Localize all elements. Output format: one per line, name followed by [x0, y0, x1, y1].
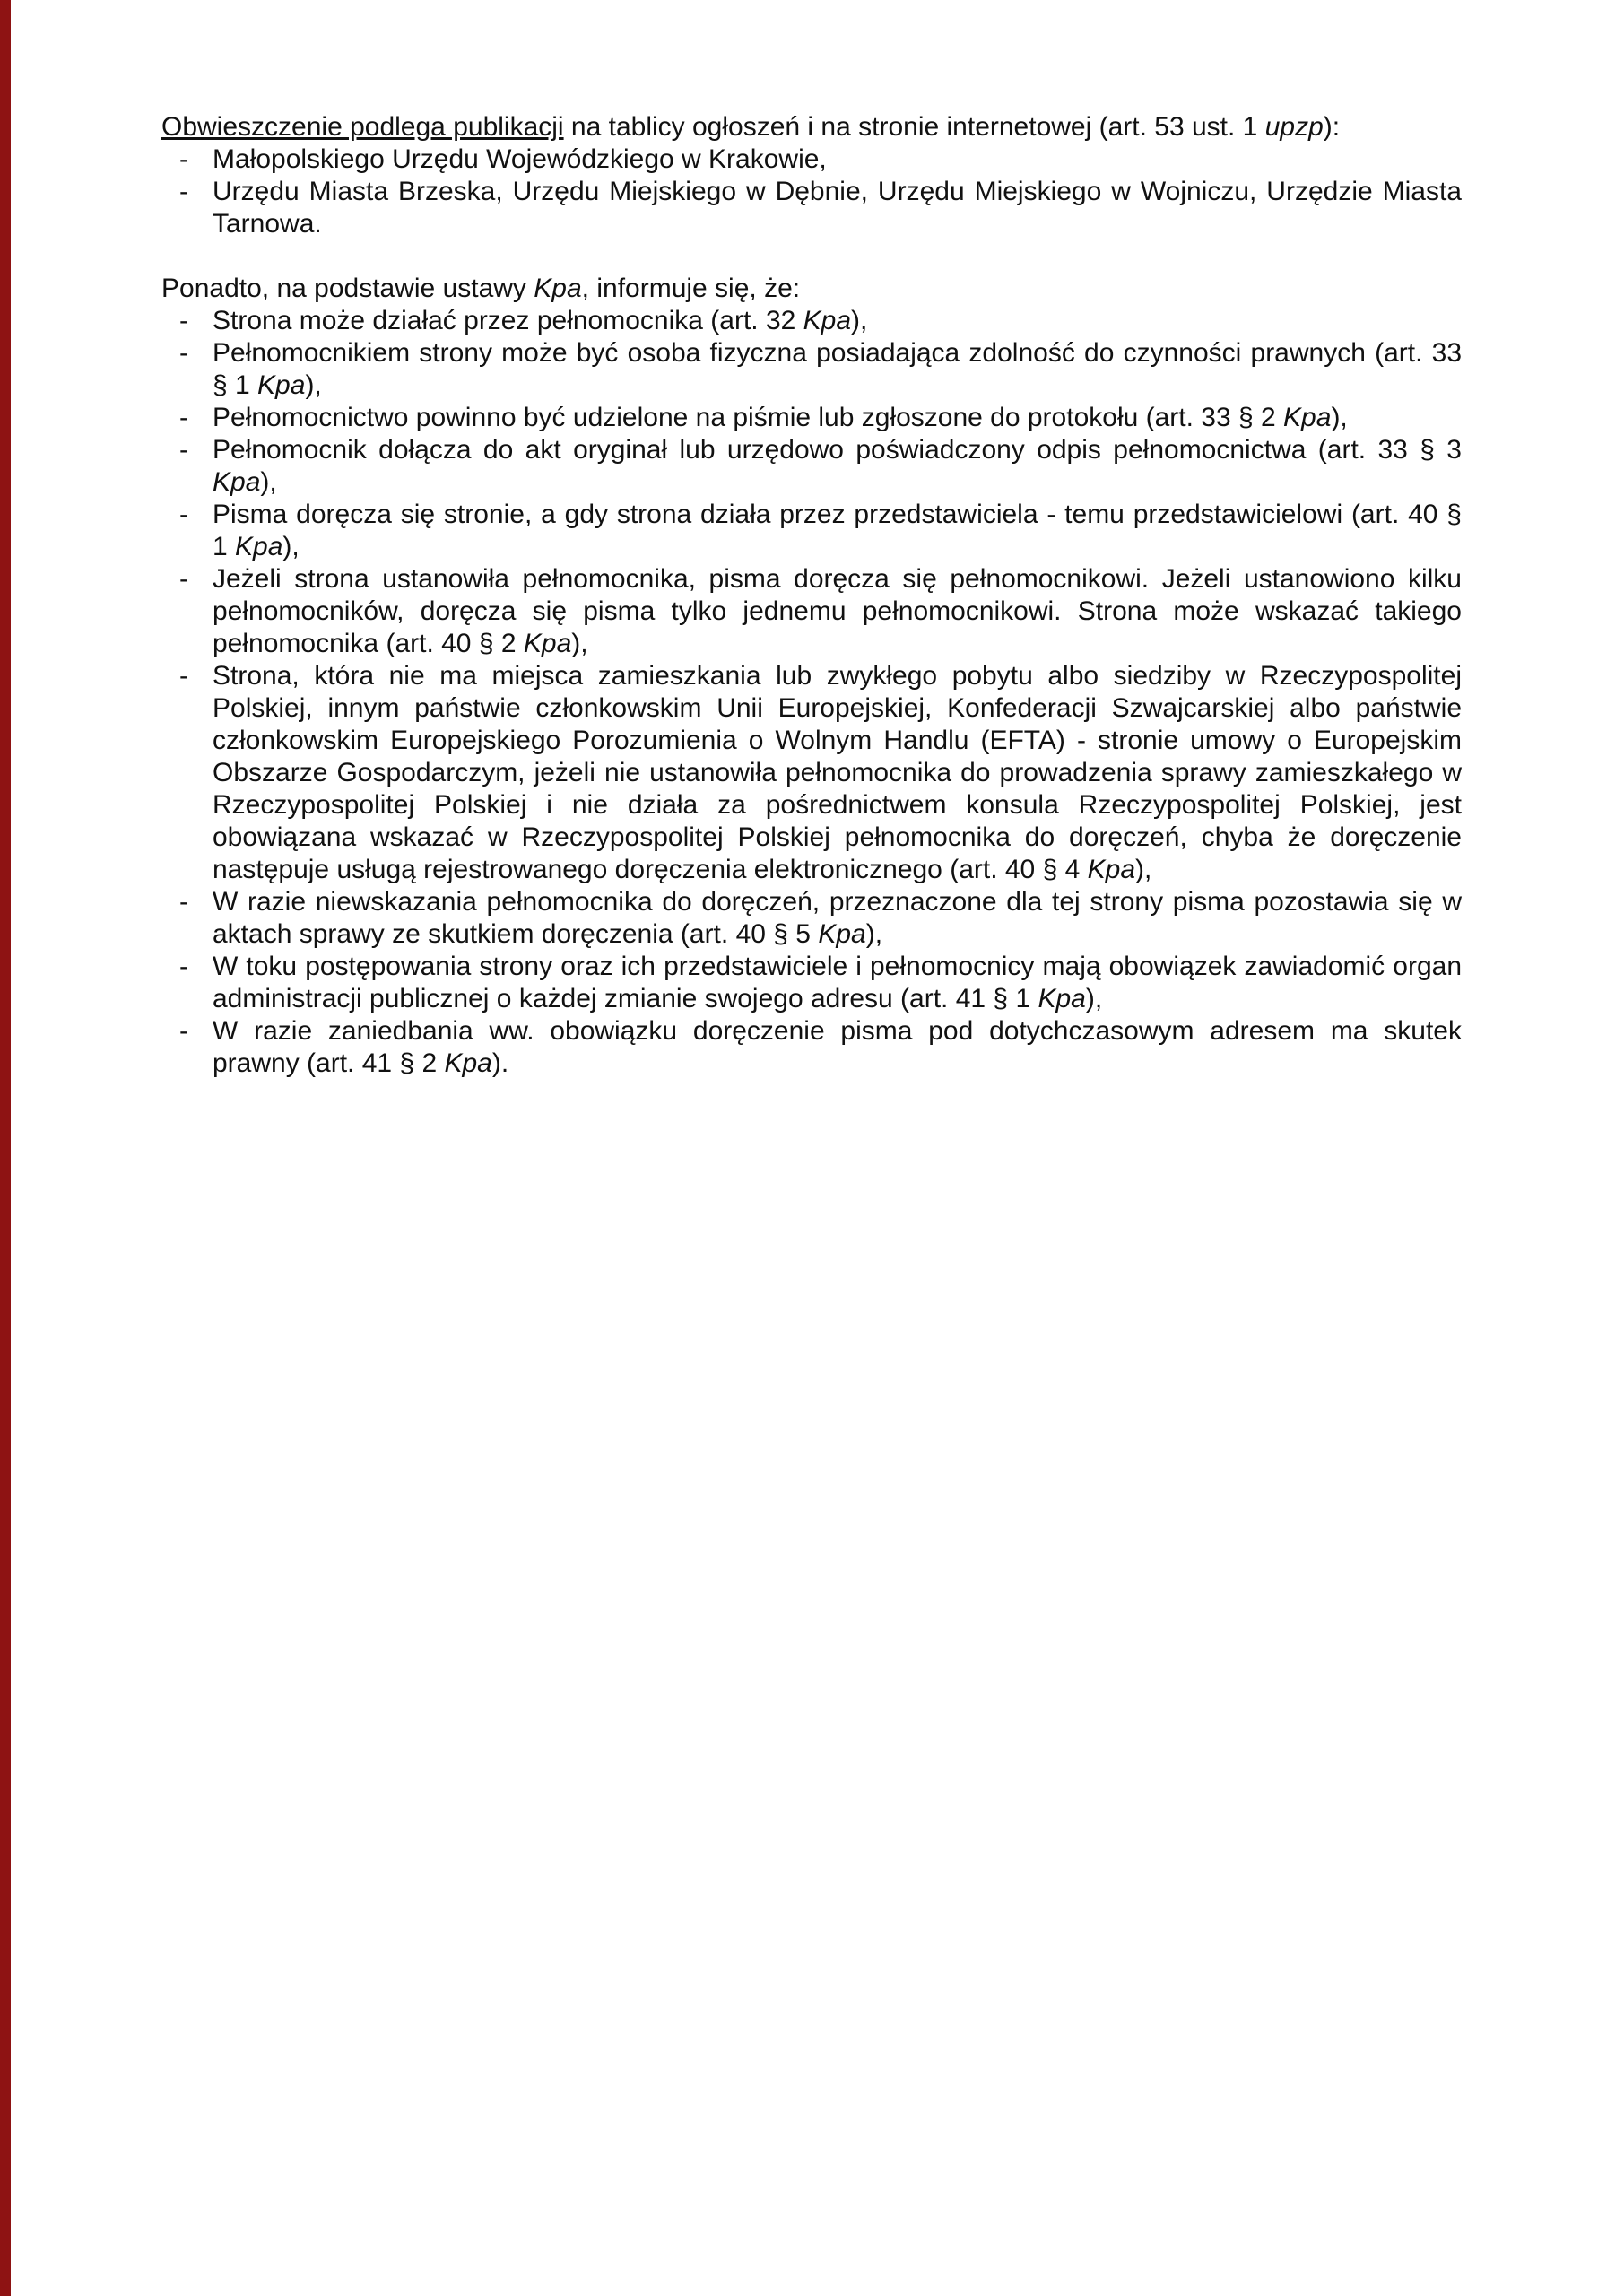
italic-text: Kpa [1087, 855, 1136, 884]
text-segment: ), [1135, 855, 1152, 884]
text-segment: ), [571, 629, 588, 658]
dash-bullet: - [179, 435, 188, 465]
dash-bullet: - [179, 1016, 188, 1046]
text-segment: Jeżeli strona ustanowiła pełnomocnika, pisma doręcza się pełnomocnikowi. Jeżeli ustanowiono kilku pełnomocników, doręcza się pisma tylko jednemu pełnomocnikowi. Strona może wskazać takiego pełnomocnika (art. 40 § 2 [213, 564, 1462, 658]
text-segment: Strona może działać przez pełnomocnika (art. 32 [213, 306, 803, 335]
list-item [161, 563, 1462, 660]
list-item [161, 951, 1462, 1015]
text-segment: Pełnomocnikiem strony może być osoba fizyczna posiadająca zdolność do czynności prawnych (art. 33 § 1 [213, 338, 1462, 400]
dash-bullet: - [179, 177, 188, 206]
list-item [161, 305, 1462, 337]
italic-text: Kpa [523, 629, 572, 658]
list-item [161, 886, 1462, 951]
list-item-text [213, 564, 1462, 658]
kpa-list [161, 305, 1462, 1080]
italic-text: Kpa [818, 919, 866, 949]
list-item-text [213, 403, 1348, 432]
list-item [161, 402, 1462, 434]
list-item [161, 434, 1462, 499]
text-segment: ), [865, 919, 883, 949]
text-segment: ), [1085, 984, 1103, 1013]
italic-text: Kpa [213, 467, 261, 497]
text-segment: Małopolskiego Urzędu Wojewódzkiego w Krakowie, [213, 144, 827, 174]
text-segment: ): [1323, 112, 1341, 142]
text-segment: W razie zaniedbania ww. obowiązku doręczenie pisma pod dotychczasowym adresem ma skutek prawny (art. 41 § 2 [213, 1016, 1462, 1078]
text-segment: ). [491, 1048, 509, 1078]
dash-bullet: - [179, 500, 188, 529]
italic-text: Kpa [257, 370, 306, 400]
underlined-text: Obwieszczenie podlega publikacji [161, 112, 564, 142]
scan-edge-artifact [0, 0, 11, 2296]
italic-text: Kpa [1283, 403, 1332, 432]
text-segment: Ponadto, na podstawie ustawy [161, 274, 534, 303]
list-item [161, 144, 1462, 176]
text-segment: ), [260, 467, 277, 497]
italic-text: Kpa [534, 274, 582, 303]
text-segment: na tablicy ogłoszeń i na stronie internetowej (art. 53 ust. 1 [563, 112, 1265, 142]
list-item [161, 499, 1462, 563]
list-item [161, 660, 1462, 886]
list-item-text [213, 338, 1462, 400]
text-segment: W razie niewskazania pełnomocnika do doręczeń, przeznaczone dla tej strony pisma pozostawia się w aktach sprawy ze skutkiem doręczenia (art. 40 § 5 [213, 887, 1462, 949]
list-item-text [213, 952, 1462, 1013]
dash-bullet: - [179, 564, 188, 594]
italic-text: Kpa [235, 532, 283, 561]
list-item-text [213, 887, 1462, 949]
list-item-text [213, 144, 827, 174]
text-segment: ), [1331, 403, 1348, 432]
text-segment: Pełnomocnictwo powinno być udzielone na piśmie lub zgłoszone do protokołu (art. 33 § 2 [213, 403, 1284, 432]
text-segment: ), [305, 370, 322, 400]
dash-bullet: - [179, 661, 188, 691]
list-item-text [213, 661, 1462, 884]
dash-bullet: - [179, 338, 188, 368]
dash-bullet: - [179, 144, 188, 174]
text-segment: Pełnomocnik dołącza do akt oryginał lub urzędowo poświadczony odpis pełnomocnictwa (art. 33 § 3 [213, 435, 1462, 465]
list-item-text [213, 435, 1462, 497]
kpa-intro-paragraph [161, 273, 1462, 305]
list-item-text [213, 1016, 1462, 1078]
italic-text: upzp [1264, 112, 1324, 142]
list-item [161, 1015, 1462, 1080]
italic-text: Kpa [803, 306, 852, 335]
text-segment: W toku postępowania strony oraz ich przedstawiciele i pełnomocnicy mają obowiązek zawiadomić organ administracji publicznej o każdej zmianie swojego adresu (art. 41 § 1 [213, 952, 1462, 1013]
list-item-text [213, 500, 1462, 561]
list-item-text [213, 306, 867, 335]
dash-bullet: - [179, 887, 188, 917]
dash-bullet: - [179, 306, 188, 335]
text-segment: Strona, która nie ma miejsca zamieszkania lub zwykłego pobytu albo siedziby w Rzeczypospolitej Polskiej, innym państwie członkowskim Unii Europejskiej, Konfederacji Szwajcarskiej albo państwie członkowskim Europejskiego Porozumienia o Wolnym Handlu (EFTA) - stronie umowy o Europejskim Obszarze Gospodarczym, jeżeli nie ustanowiła pełnomocnika do prowadzenia sprawy zamieszkałego w Rzeczypospolitej Polskiej i nie działa za pośrednictwem konsula Rzeczypospolitej Polskiej, jest obowiązana wskazać w Rzeczypospolitej Polskiej pełnomocnika do doręczeń, chyba że doręczenie następuje usługą rejestrowanego doręczenia elektronicznego (art. 40 § 4 [213, 661, 1462, 884]
dash-bullet: - [179, 403, 188, 432]
italic-text: Kpa [444, 1048, 492, 1078]
document-content [161, 111, 1462, 1080]
list-item-text [213, 177, 1462, 239]
text-segment: Pisma doręcza się stronie, a gdy strona działa przez przedstawiciela - temu przedstawicielowi (art. 40 § 1 [213, 500, 1462, 561]
list-item [161, 337, 1462, 402]
italic-text: Kpa [1038, 984, 1086, 1013]
text-segment: ), [282, 532, 300, 561]
text-segment: ), [851, 306, 868, 335]
publication-list [161, 144, 1462, 240]
intro-paragraph [161, 111, 1462, 144]
dash-bullet: - [179, 952, 188, 981]
text-segment: Urzędu Miasta Brzeska, Urzędu Miejskiego w Dębnie, Urzędu Miejskiego w Wojniczu, Urzędzie Miasta Tarnowa. [213, 177, 1462, 239]
text-segment: , informuje się, że: [581, 274, 801, 303]
list-item [161, 176, 1462, 240]
